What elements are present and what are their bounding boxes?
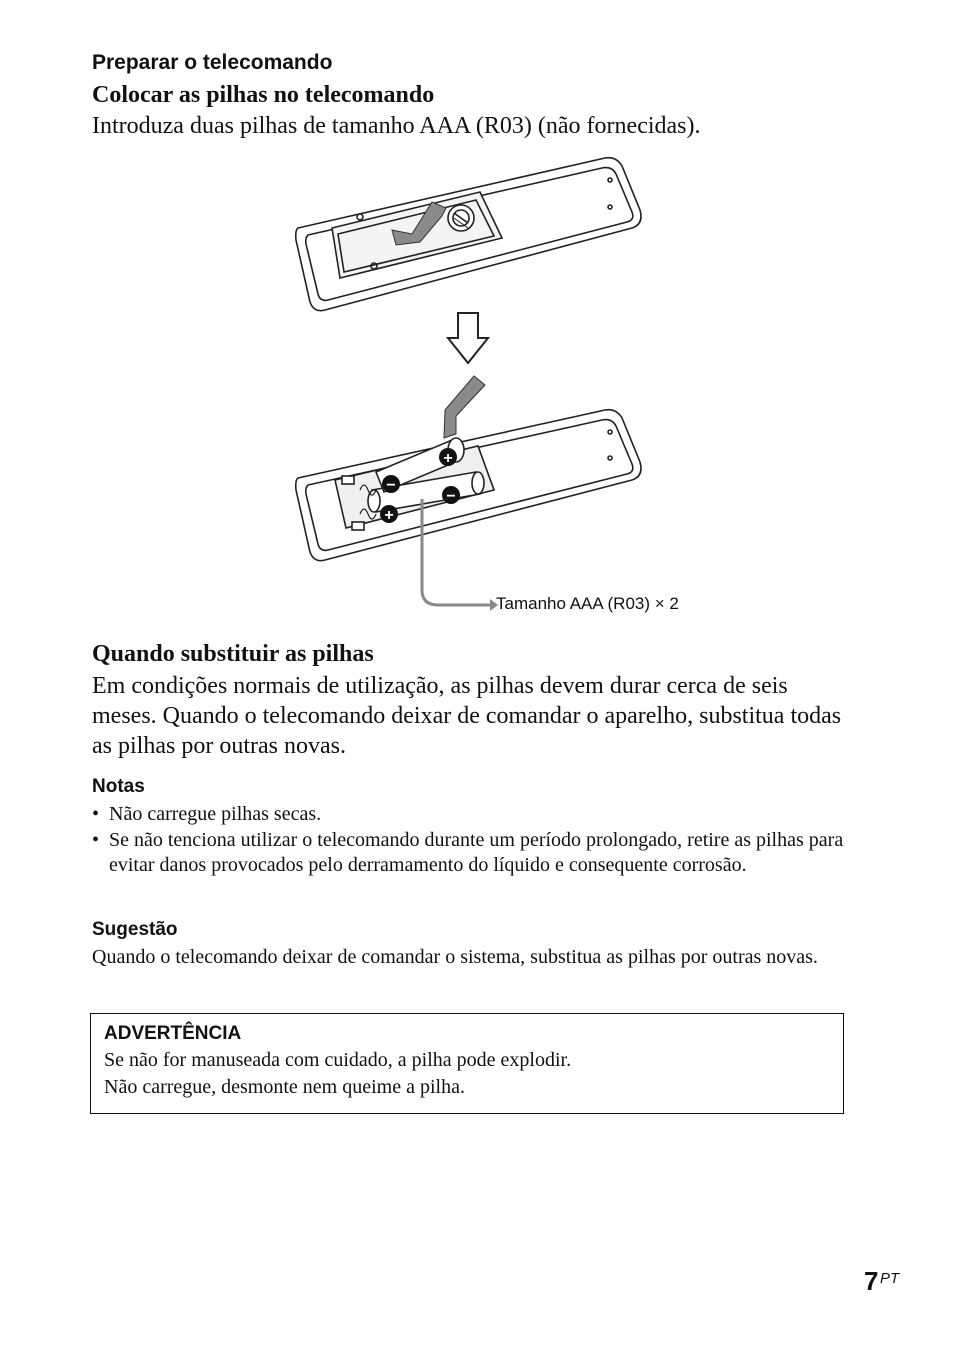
note-text: Não carregue pilhas secas. [109,803,322,825]
page-number: 7 [864,1266,879,1296]
notes-heading: Notas [92,776,145,797]
lid-screw-icon [448,205,474,231]
remote-back-lid-closed [296,158,641,311]
warning-box [90,1013,844,1114]
down-arrow-icon [448,313,488,363]
warning-heading: ADVERTÊNCIA [104,1023,242,1044]
notes-list [92,802,852,879]
replace-heading: Quando substituir as pilhas [92,641,374,667]
intro-text: Introduza duas pilhas de tamanho AAA (R03) (não fornecidas). [92,113,701,139]
tip-heading: Sugestão [92,919,178,940]
battery-illustration [280,150,720,625]
replace-body: Em condições normais de utilização, as pilhas devem durar cerca de seis meses. Quando o telecomando deixar de comandar o aparelho, substitua todas as pilhas por outras novas. [92,673,842,759]
list-item [92,802,852,828]
subsection-title: Colocar as pilhas no telecomando [92,82,435,108]
page-language-suffix: PT [880,1270,900,1287]
svg-text:+: + [384,507,394,524]
bullet: • [92,803,100,825]
bullet: • [92,828,100,851]
svg-text:−: − [386,477,396,494]
tip-body: Quando o telecomando deixar de comandar o sistema, substitua as pilhas por outras novas. [92,946,818,968]
svg-text:−: − [446,488,456,505]
insert-battery-arrow-icon [444,376,485,438]
callout-label: Tamanho AAA (R03) × 2 [496,594,679,613]
warning-line-1: Se não for manuseada com cuidado, a pilha pode explodir. [104,1049,572,1071]
list-item [92,828,852,879]
warning-line-2: Não carregue, desmonte nem queime a pilha. [104,1076,465,1098]
remote-back-open [296,410,641,561]
svg-text:+: + [443,450,453,467]
section-title: Preparar o telecomando [92,51,333,74]
note-text: Se não tenciona utilizar o telecomando durante um período prolongado, retire as pilhas para evitar danos provocados pelo derramamento do líquido e consequente corrosão. [109,828,844,876]
